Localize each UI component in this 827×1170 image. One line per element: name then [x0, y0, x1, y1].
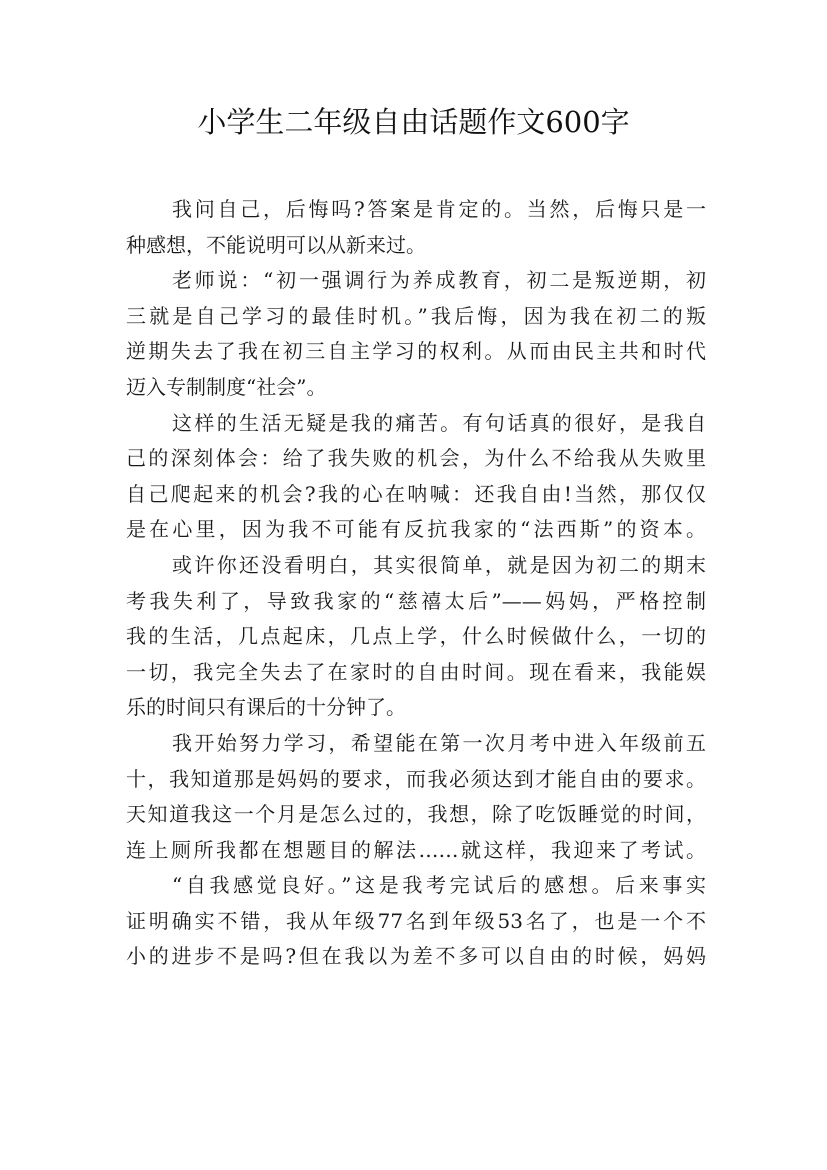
text-line: 我问自己，后悔吗?答案是肯定的。当然，后悔只是一	[172, 197, 706, 221]
text-line: 乐的时间只有课后的十分钟了。	[126, 695, 406, 720]
text-line: 或许你还没看明白，其实很简单，就是因为初二的期末	[172, 552, 706, 577]
document-body	[126, 192, 706, 975]
text-line: 己的深刻体会：给了我失败的机会，为什么不给我从失败里	[126, 446, 706, 471]
document-title: 小学生二年级自由话题作文600字	[197, 105, 630, 139]
text-line: 三就是自己学习的最佳时机。”我后悔，因为我在初二的叛	[126, 303, 706, 328]
text-line: 天知道我这一个月是怎么过的，我想，除了吃饭睡觉的时间，	[126, 802, 706, 827]
text-line: 一切，我完全失去了在家时的自由时间。现在看来，我能娱	[126, 659, 706, 684]
text-line: 这样的生活无疑是我的痛苦。有句话真的很好，是我自	[172, 410, 706, 435]
text-line: 十，我知道那是妈妈的要求，而我必须达到才能自由的要求。	[126, 766, 706, 791]
text-line: 我开始努力学习，希望能在第一次月考中进入年级前五	[172, 730, 706, 755]
text-line: 我的生活，几点起床，几点上学，什么时候做什么，一切的	[126, 624, 706, 649]
text-line: 小的进步不是吗?但在我以为差不多可以自由的时候，妈妈	[126, 944, 706, 969]
text-line: “自我感觉良好。”这是我考完试后的感想。后来事实	[172, 873, 706, 898]
text-line: 是在心里，因为我不可能有反抗我家的“法西斯”的资本。	[126, 517, 706, 542]
text-line: 连上厕所我都在想题目的解法……就这样，我迎来了考试。	[126, 837, 706, 862]
text-line: 自己爬起来的机会?我的心在呐喊：还我自由!当然，那仅仅	[126, 481, 706, 506]
text-line: 老师说：“初一强调行为养成教育，初二是叛逆期，初	[172, 268, 706, 293]
text-line: 考我失利了，导致我家的“慈禧太后”——妈妈，严格控制	[126, 588, 706, 613]
text-line: 证明确实不错，我从年级77名到年级53名了，也是一个不	[126, 908, 706, 933]
text-line: 迈入专制制度“社会”。	[126, 374, 327, 399]
text-line: 逆期失去了我在初三自主学习的权利。从而由民主共和时代	[126, 339, 706, 364]
text-line: 种感想，不能说明可以从新来过。	[126, 232, 426, 257]
